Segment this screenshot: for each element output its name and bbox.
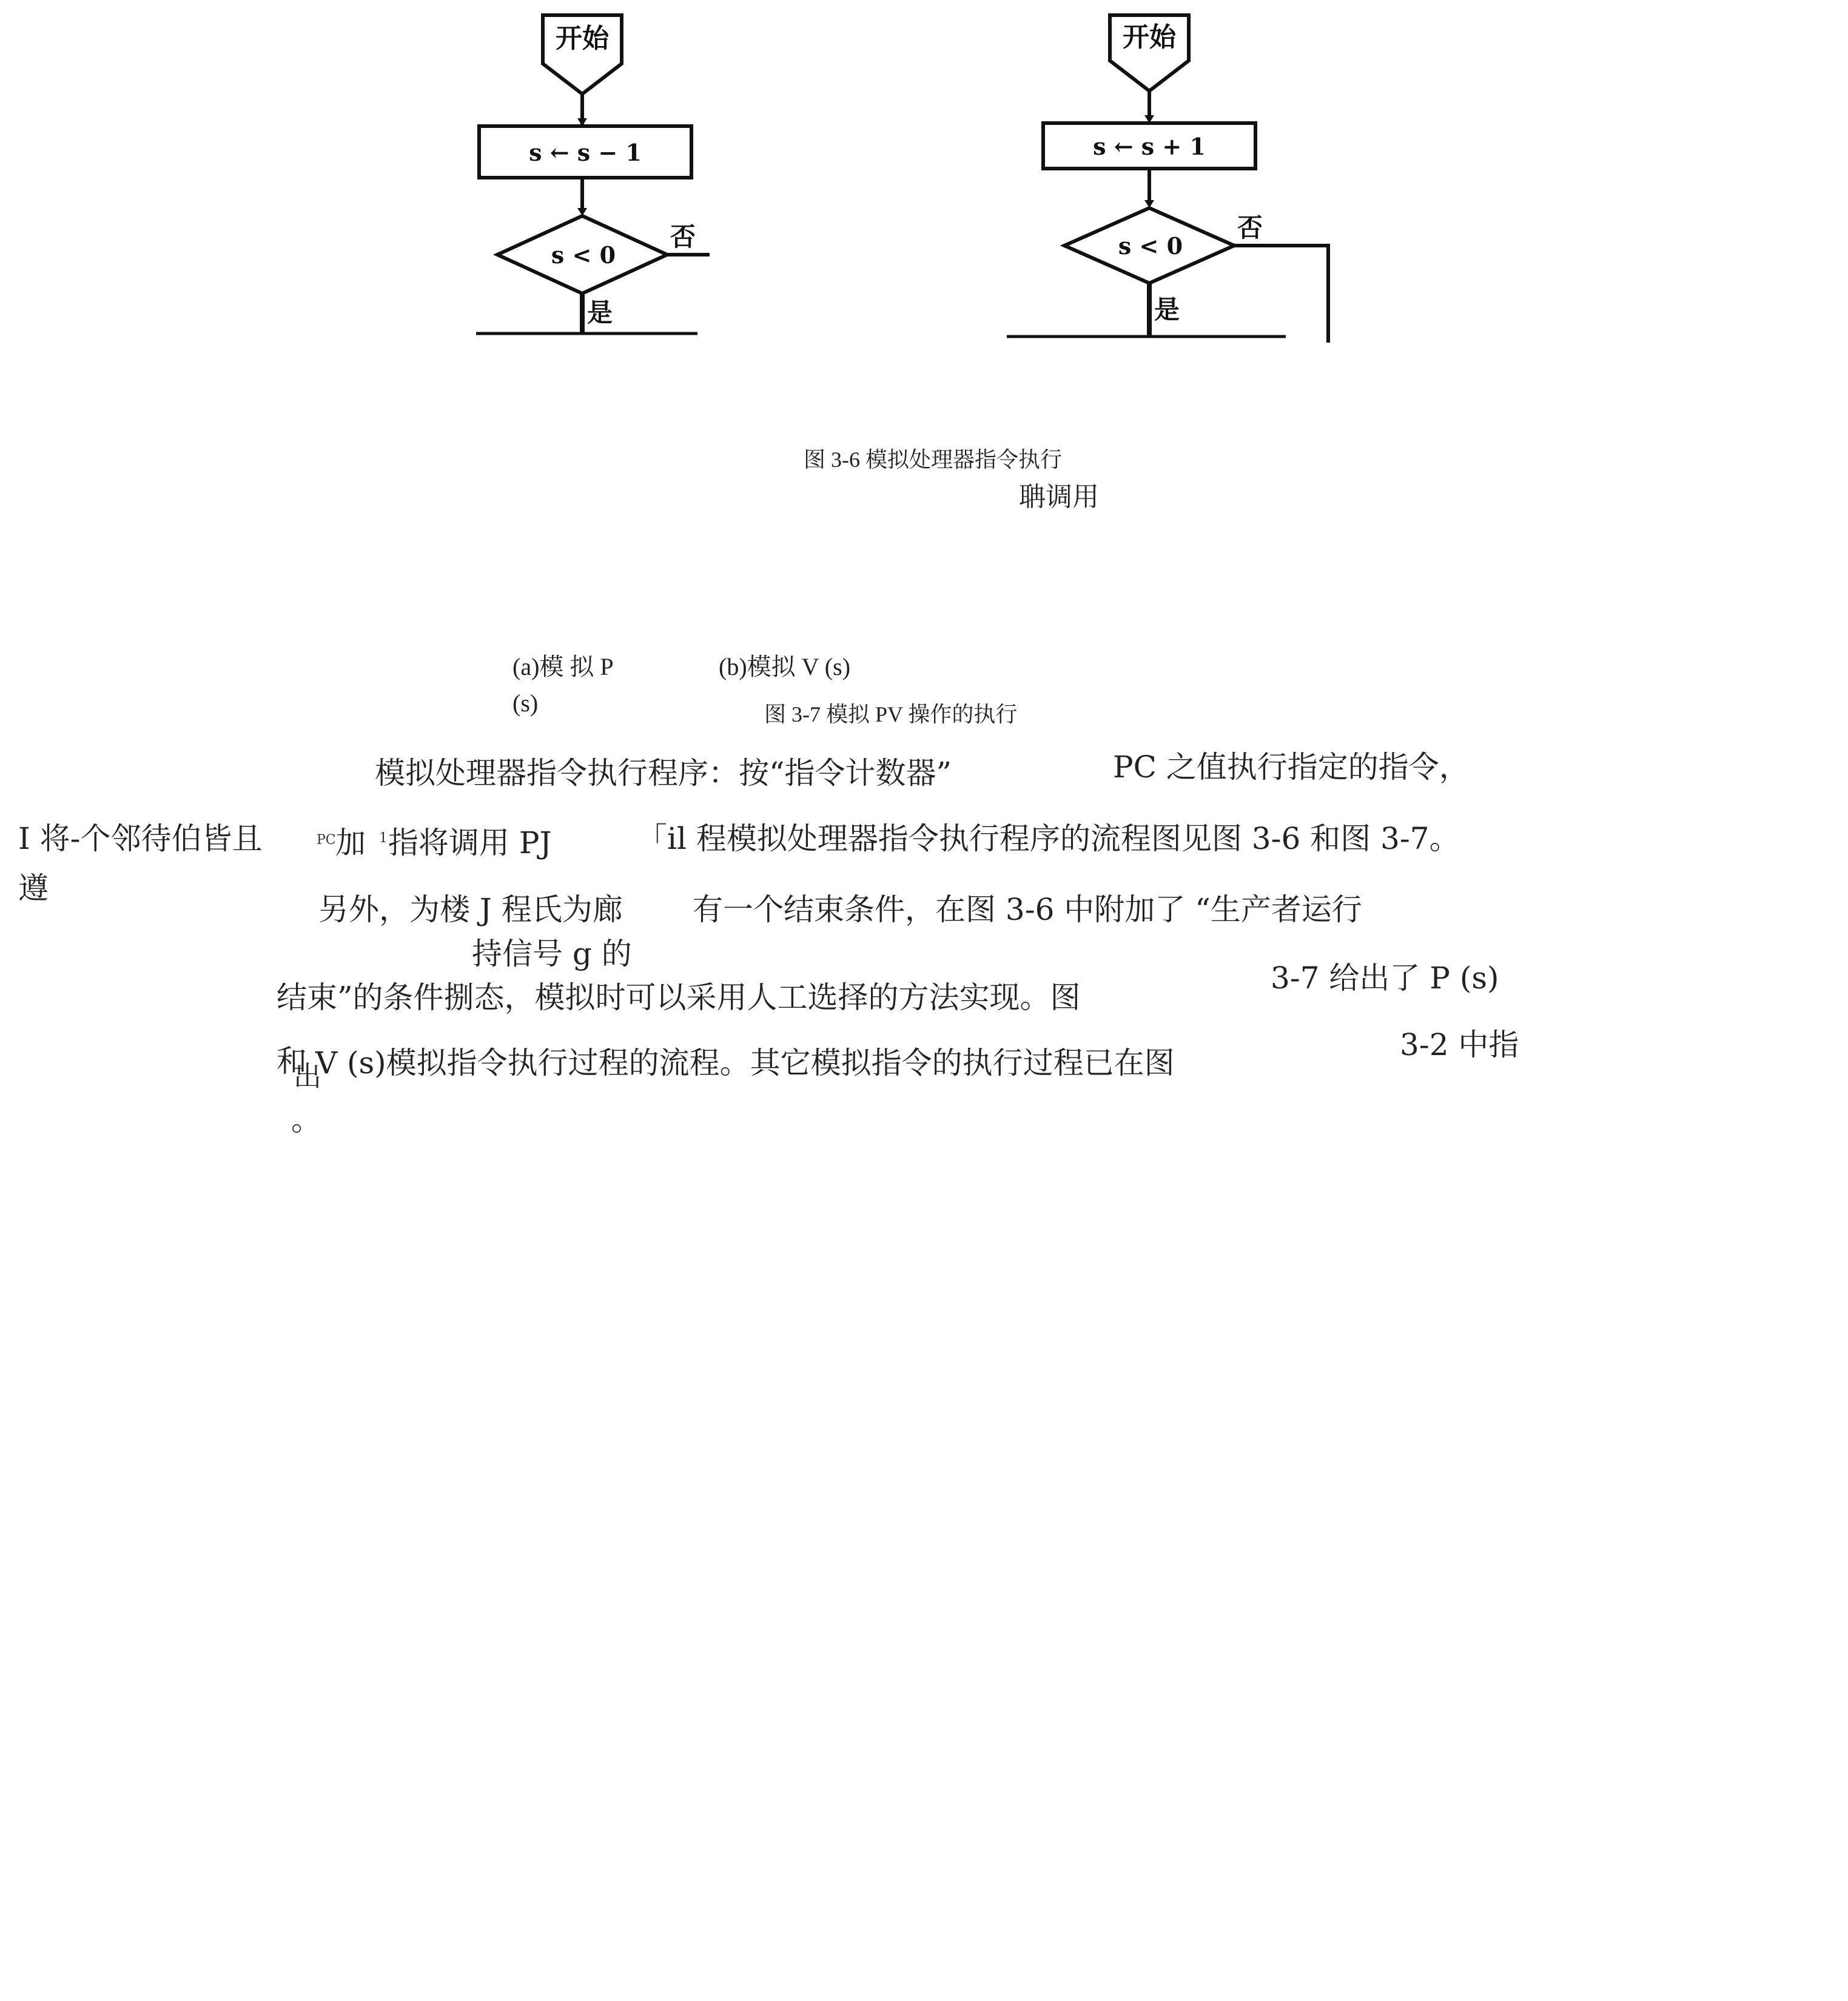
- body-line-4a: 另外，为楼 J 程氏为廊: [318, 892, 623, 927]
- body-line-2b: 加: [335, 825, 366, 860]
- subfigure-b-label: (b)模拟 V (s): [719, 653, 851, 680]
- body-line-7-v: V (s)模拟指令执行过程的流程。其它模拟指令的执行过程已在图: [315, 1045, 1175, 1081]
- body-line-5a: 持信号 g 的: [472, 936, 632, 971]
- yes-label: 是: [587, 298, 613, 327]
- flowchart-p: [467, 0, 710, 352]
- no-label: 否: [670, 222, 696, 252]
- subfigure-a-label: (a)模 拟 P: [512, 653, 614, 680]
- body-line-7b: 3-2 中指: [1400, 1027, 1519, 1062]
- body-line-2-pc: PC: [317, 833, 336, 848]
- decision-label: s < 0: [551, 241, 616, 269]
- yes-label: 是: [1154, 295, 1180, 324]
- body-line-3a: 遵: [18, 871, 49, 906]
- subfigure-a-label-cont: (s): [512, 689, 539, 717]
- start-label: 开始: [1123, 22, 1176, 53]
- figure-3-6-subcaption: 聃调用: [1019, 481, 1099, 512]
- body-line-2a: I 将-个邻待伯皆且: [18, 821, 263, 856]
- decision-label: s < 0: [1118, 232, 1183, 260]
- body-line-1b: PC 之值执行指定的指令，: [1113, 749, 1470, 785]
- start-label: 开始: [556, 23, 609, 54]
- body-line-2c: 指将调用 PJ: [388, 825, 552, 860]
- no-label: 否: [1237, 213, 1263, 243]
- body-line-7a: 和: [277, 1044, 307, 1079]
- process-label: s ← s − 1: [529, 139, 642, 166]
- body-line-1a: 模拟处理器指令执行程序：按“指令计数器”: [375, 756, 952, 791]
- flowchart-v: [1001, 0, 1377, 352]
- body-line-2-one: 1: [379, 831, 388, 846]
- body-line-6a: 结束”的条件捌态，模拟时可以采用人工选择的方法实现。图: [277, 980, 1081, 1015]
- body-line-4b: 有一个结束条件，在图 3-6 中附加了 “生产者运行: [693, 892, 1362, 927]
- body-line-6b: 3-7 给出了 P (s): [1271, 960, 1499, 996]
- process-label: s ← s + 1: [1093, 133, 1206, 160]
- body-line-8a: 。: [291, 1102, 321, 1138]
- body-line-7-chu: 出: [294, 1060, 321, 1093]
- figure-3-6-caption: 图 3-6 模拟处理器指令执行: [804, 447, 1062, 472]
- body-line-2d: 「il 程模拟处理器指令执行程序的流程图见图 3-6 和图 3-7。: [637, 821, 1460, 856]
- figure-3-7-caption: 图 3-7 模拟 PV 操作的执行: [764, 702, 1018, 726]
